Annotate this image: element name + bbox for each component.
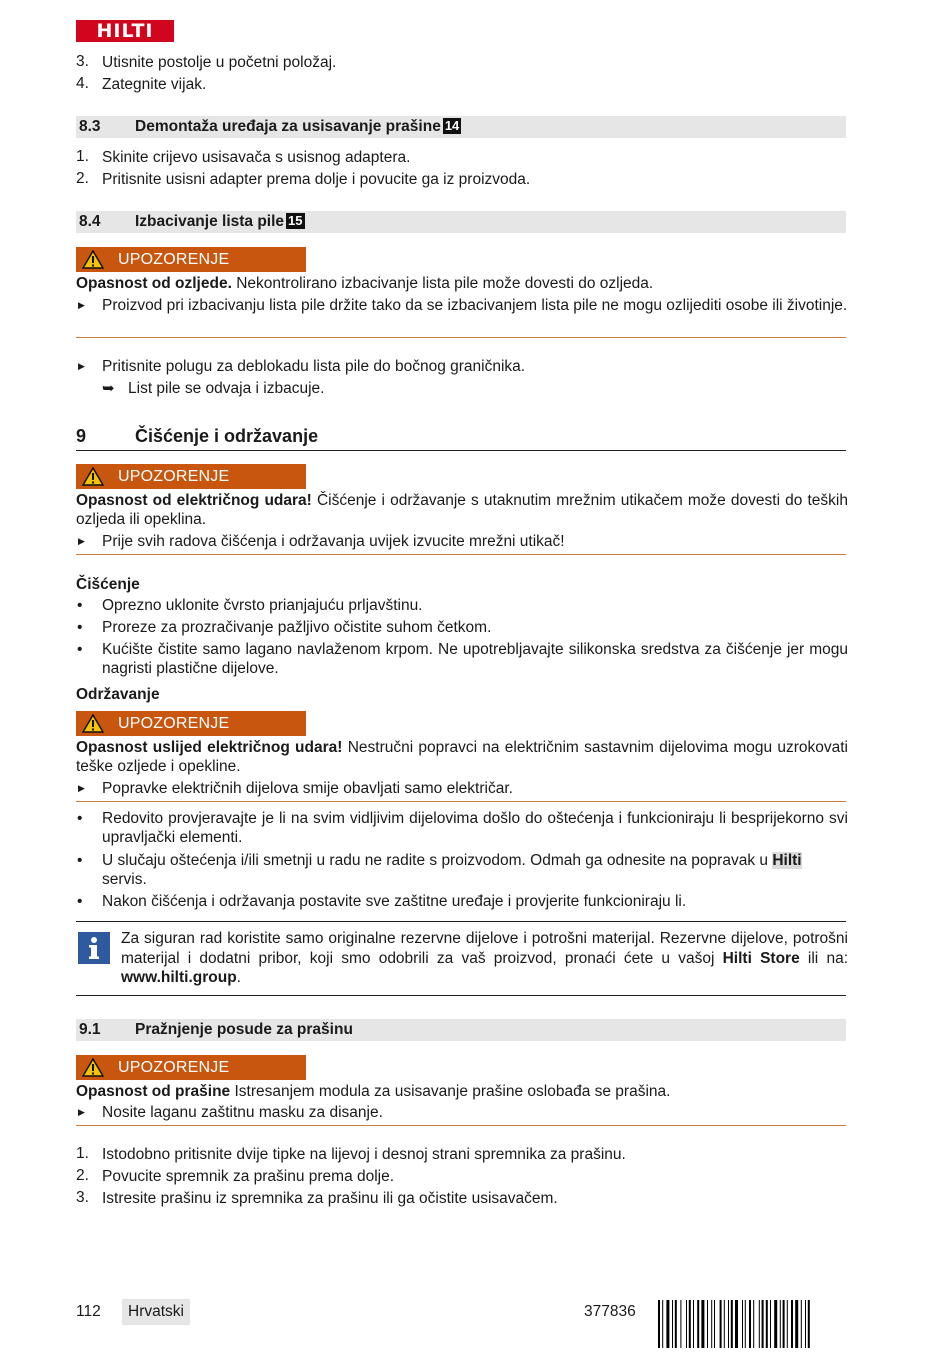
list-item: Nakon čišćenja i održavanja postavite sve zaštitne uređaje i provjerite funkcioniraju li. (102, 893, 687, 910)
section-heading-9-1 (76, 1019, 846, 1041)
bullet-dot: • (77, 810, 83, 827)
chapter-number: 9 (76, 426, 87, 446)
page-number: 112 (76, 1303, 101, 1320)
action-triangle-icon: ▶ (78, 536, 85, 546)
warning-end-rule (76, 554, 846, 555)
warning-text: Opasnost od ozljede. Nekontrolirano izbacivanje lista pile može dovesti do ozljeda. (76, 275, 654, 292)
warning-action: Prije svih radova čišćenja i održavanja uvijek izvucite mrežni utikač! (102, 533, 565, 550)
info-icon (78, 932, 110, 964)
brand-name: Hilti (772, 852, 802, 869)
language-tag: Hrvatski (122, 1299, 190, 1325)
section-heading-8-3 (76, 116, 846, 138)
bullet-dot: • (77, 619, 83, 636)
step-number: 1. (76, 148, 89, 165)
warning-action: Nosite laganu zaštitnu masku za disanje. (102, 1104, 383, 1121)
step-text: Povucite spremnik za prašinu prema dolje. (102, 1168, 395, 1185)
warning-triangle-icon (82, 250, 104, 269)
subheading-maintenance: Održavanje (76, 686, 160, 703)
warning-label: UPOZORENJE (118, 1059, 230, 1076)
warning-text: Opasnost uslijed električnog udara! Nestručni popravci na električnim sastavnim dijelovima mogu uzrokovati teške ozljede i opekline. (76, 739, 848, 775)
step-number: 3. (76, 1189, 89, 1206)
bullet-dot: • (77, 893, 83, 910)
step-text: Utisnite postolje u početni položaj. (102, 54, 337, 71)
result-arrow-icon: ➥ (102, 380, 115, 397)
action-triangle-icon: ▶ (78, 1107, 85, 1117)
warning-action: Popravke električnih dijelova smije obavljati samo električar. (102, 780, 513, 797)
info-top-rule (76, 921, 846, 922)
warning-banner (76, 247, 306, 272)
list-item: Kućište čistite samo lagano navlaženom krpom. Ne upotrebljavajte silikonska sredstva za čišćenje jer mogu nagristi plastične dijelove. (102, 641, 848, 677)
info-text: Za siguran rad koristite samo originalne rezervne dijelove i potrošni materijal. Rezervne dijelove, potrošni materijal i dodatni pribor, koji smo odobrili za vaš proizvod, pronaći ćete u vašoj Hilti Store ili na: www.hilti.group. (121, 930, 848, 986)
warning-action: Proizvod pri izbacivanju lista pile držite tako da se izbacivanjem lista pile ne mogu ozlijediti osobe ili životinje. (102, 297, 848, 314)
warning-banner (76, 711, 306, 736)
warning-banner (76, 464, 306, 489)
website-link[interactable]: www.hilti.group (121, 969, 237, 986)
section-title: Izbacivanje lista pile 15 (135, 213, 303, 230)
warning-triangle-icon (82, 1058, 104, 1077)
step-text: Skinite crijevo usisavača s usisnog adaptera. (102, 149, 411, 166)
list-item: Oprezno uklonite čvrsto prianjajuću prljavštinu. (102, 597, 423, 614)
chapter-rule (76, 450, 846, 451)
step-number: 1. (76, 1145, 89, 1162)
warning-end-rule (76, 801, 846, 802)
figure-ref: 14 (444, 118, 460, 133)
action-text: Pritisnite polugu za deblokadu lista pile do bočnog graničnika. (102, 358, 526, 375)
warning-end-rule (76, 337, 846, 338)
section-number: 8.4 (79, 213, 101, 230)
section-title: Pražnjenje posude za prašinu (135, 1021, 353, 1038)
result-text: List pile se odvaja i izbacuje. (128, 380, 325, 397)
warning-banner (76, 1055, 306, 1080)
section-title: Demontaža uređaja za usisavanje prašine 14 (135, 118, 460, 135)
step-number: 2. (76, 1167, 89, 1184)
action-triangle-icon: ▶ (78, 783, 85, 793)
bullet-dot: • (77, 597, 83, 614)
warning-triangle-icon (82, 714, 104, 733)
step-number: 4. (76, 75, 89, 92)
action-triangle-icon: ▶ (78, 300, 85, 310)
warning-text: Opasnost od električnog udara! Čišćenje i održavanje s utaknutim mrežnim utikačem može dovesti do teških ozljeda ili opeklina. (76, 492, 848, 528)
hilti-logo: HILTI (76, 20, 174, 42)
list-item: U slučaju oštećenja i/ili smetnji u radu ne radite s proizvodom. Odmah ga odnesite na popravak u Hilti servis. (102, 852, 802, 888)
warning-text: Opasnost od prašine Istresanjem modula za usisavanje prašine oslobađa se prašina. (76, 1083, 671, 1100)
section-number: 9.1 (79, 1021, 101, 1038)
step-number: 2. (76, 170, 89, 187)
subheading-cleaning: Čišćenje (76, 576, 140, 593)
warning-label: UPOZORENJE (118, 468, 230, 485)
bullet-dot: • (77, 852, 83, 869)
bullet-dot: • (77, 641, 83, 658)
barcode-icon (658, 1300, 848, 1348)
warning-label: UPOZORENJE (118, 715, 230, 732)
step-text: Istresite prašinu iz spremnika za prašinu ili ga očistite usisavačem. (102, 1190, 558, 1207)
list-item: Proreze za prozračivanje pažljivo očistite suhom četkom. (102, 619, 492, 636)
step-number: 3. (76, 53, 89, 70)
warning-end-rule (76, 1125, 846, 1126)
chapter-title: Čišćenje i održavanje (135, 426, 319, 446)
document-code: 377836 (584, 1303, 636, 1320)
step-text: Istodobno pritisnite dvije tipke na lijevoj i desnoj strani spremnika za prašinu. (102, 1146, 626, 1163)
step-text: Zategnite vijak. (102, 76, 207, 93)
list-item: Redovito provjeravajte je li na svim vidljivim dijelovima došlo do oštećenja i funkcioniraju li besprijekorno svi upravljački elementi. (102, 810, 848, 846)
section-heading-8-4 (76, 211, 846, 233)
warning-label: UPOZORENJE (118, 251, 230, 268)
warning-triangle-icon (82, 467, 104, 486)
action-triangle-icon: ▶ (78, 361, 85, 371)
figure-ref: 15 (288, 213, 303, 228)
step-text: Pritisnite usisni adapter prema dolje i povucite ga iz proizvoda. (102, 171, 531, 188)
info-bottom-rule (76, 995, 846, 996)
section-number: 8.3 (79, 118, 101, 135)
